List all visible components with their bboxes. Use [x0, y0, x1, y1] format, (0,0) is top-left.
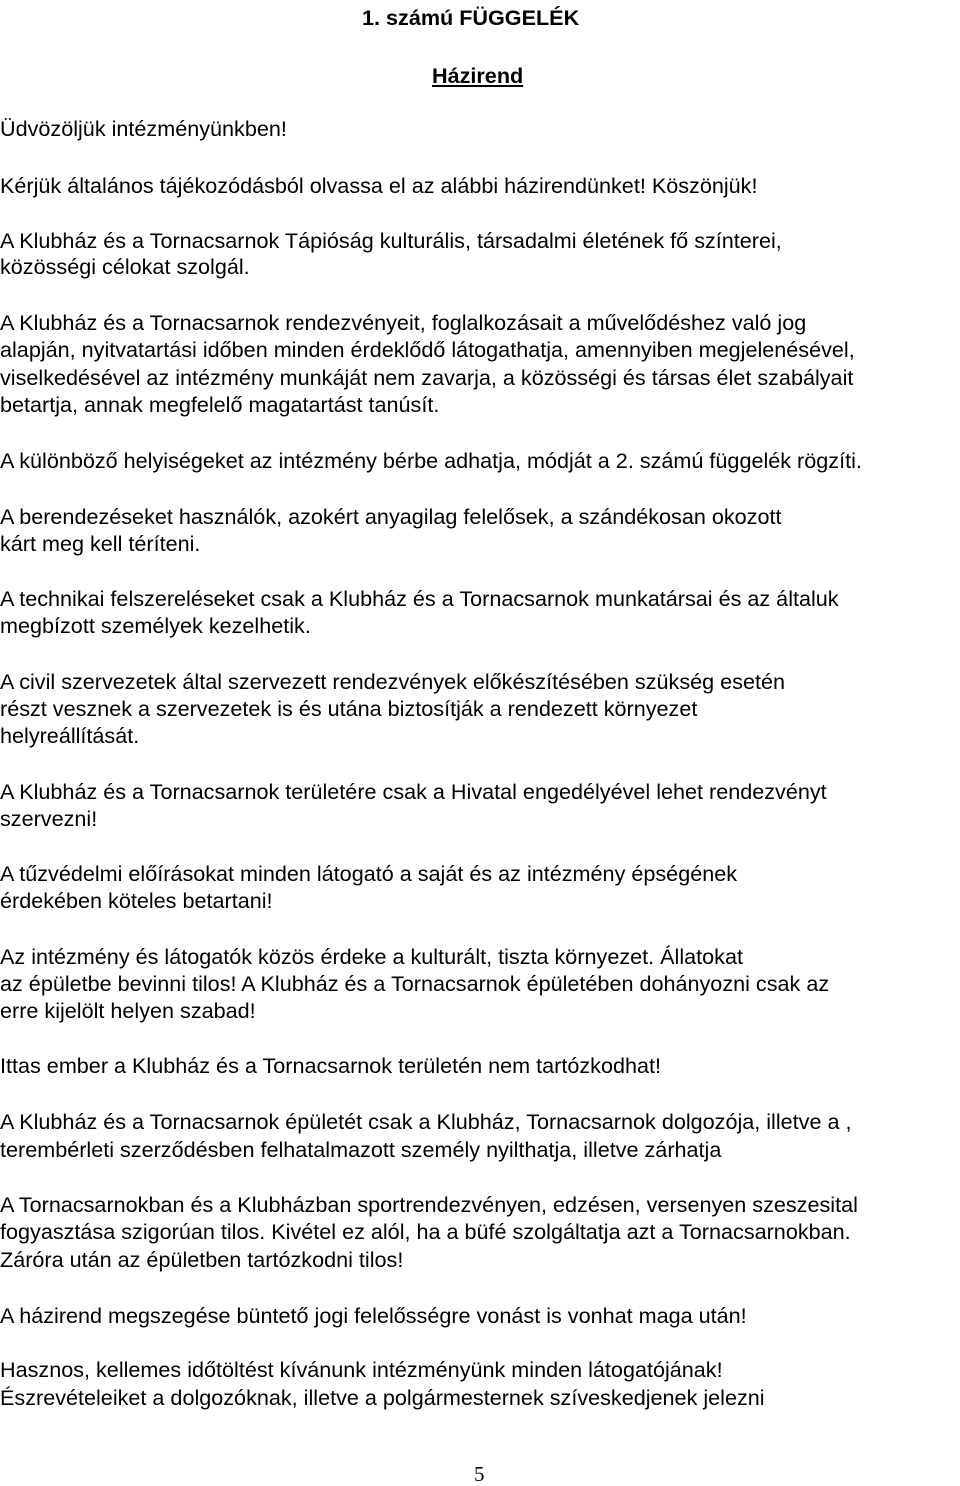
paragraph-line: betartja, annak megfelelő magatartást tanúsít. [0, 392, 440, 417]
paragraph-line: A berendezéseket használók, azokért anyagilag felelősek, a szándékosan okozott [0, 504, 782, 529]
paragraph-line: A Tornacsarnokban és a Klubházban sportrendezvényen, edzésen, versenyen szeszesital [0, 1192, 858, 1217]
paragraph-line: szervezni! [0, 806, 98, 831]
page-number: 5 [474, 1462, 485, 1486]
paragraph-line: megbízott személyek kezelhetik. [0, 613, 311, 638]
paragraph-line: részt vesznek a szervezetek is és utána biztosítják a rendezett környezet [0, 696, 698, 721]
paragraph-line: Záróra után az épületben tartózkodni tilos! [0, 1247, 404, 1272]
paragraph-line: helyreállítását. [0, 723, 140, 748]
paragraph-line: erre kijelölt helyen szabad! [0, 998, 256, 1023]
paragraph-line: fogyasztása szigorúan tilos. Kivétel ez alól, ha a büfé szolgáltatja azt a Tornacsarnokban. [0, 1219, 851, 1244]
appendix-title: 1. számú FÜGGELÉK [362, 5, 580, 30]
paragraph-line: A Klubház és a Tornacsarnok területére csak a Hivatal engedélyével lehet rendezvényt [0, 779, 827, 804]
paragraph-line: A Klubház és a Tornacsarnok épületét csak a Klubház, Tornacsarnok dolgozója, illetve a , [0, 1109, 852, 1134]
paragraph-line: A Klubház és a Tornacsarnok Tápióság kulturális, társadalmi életének fő színterei, [0, 228, 782, 253]
paragraph-line: Az intézmény és látogatók közös érdeke a kulturált, tiszta környezet. Állatokat [0, 944, 743, 969]
document-title: Házirend [432, 63, 524, 88]
closing-line: Észrevételeiket a dolgozóknak, illetve a polgármesternek szíveskedjenek jelezni [0, 1385, 765, 1410]
paragraph-line: A különböző helyiségeket az intézmény bérbe adhatja, módját a 2. számú függelék rögzíti. [0, 448, 862, 473]
paragraph-line: A technikai felszereléseket csak a Klubház és a Tornacsarnok munkatársai és az általuk [0, 586, 839, 611]
paragraph-line: közösségi célokat szolgál. [0, 254, 250, 279]
paragraph-line: érdekében köteles betartani! [0, 888, 273, 913]
paragraph-line: kárt meg kell téríteni. [0, 531, 201, 556]
closing-line: Hasznos, kellemes időtöltést kívánunk intézményünk minden látogatójának! [0, 1357, 723, 1382]
paragraph-line: terembérleti szerződésben felhatalmazott személy nyilthatja, illetve zárhatja [0, 1137, 722, 1162]
paragraph-line: alapján, nyitvatartási időben minden érdeklődő látogathatja, amennyiben megjelenésével, [0, 337, 855, 362]
paragraph-line: A tűzvédelmi előírásokat minden látogató a saját és az intézmény épségének [0, 861, 738, 886]
intro-line: Kérjük általános tájékozódásból olvassa el az alábbi házirendünket! Köszönjük! [0, 173, 758, 198]
paragraph-line: az épületbe bevinni tilos! A Klubház és a Tornacsarnok épületében dohányozni csak az [0, 971, 830, 996]
paragraph-line: viselkedésével az intézmény munkáját nem zavarja, a közösségi és társas élet szabályait [0, 365, 854, 390]
paragraph-line: Ittas ember a Klubház és a Tornacsarnok területén nem tartózkodhat! [0, 1053, 661, 1078]
paragraph-line: A házirend megszegése büntető jogi felelősségre vonást is vonhat maga után! [0, 1303, 747, 1328]
paragraph-line: A civil szervezetek által szervezett rendezvények előkészítésében szükség esetén [0, 669, 785, 694]
greeting-line: Üdvözöljük intézményünkben! [0, 116, 287, 141]
paragraph-line: A Klubház és a Tornacsarnok rendezvényeit, foglalkozásait a művelődéshez való jog [0, 310, 807, 335]
